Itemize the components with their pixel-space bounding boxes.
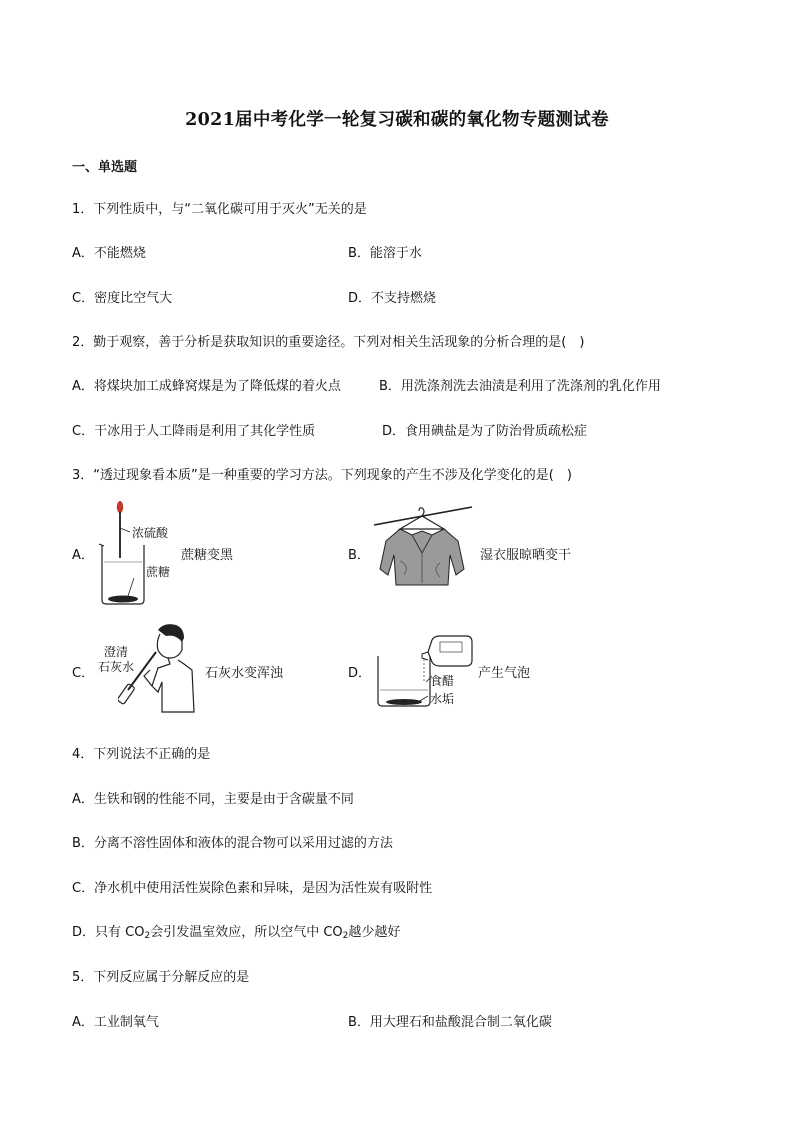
q3-option-a-caption: 蔗糖变黑 <box>181 548 234 563</box>
label-sucrose: 蔗糖 <box>146 565 171 579</box>
q5-option-b: B．用大理石和盐酸混合制二氧化碳 <box>348 1015 552 1030</box>
page-title: 2021届中考化学一轮复习碳和碳的氧化物专题测试卷 <box>185 110 609 130</box>
dropper-bulb <box>117 501 123 513</box>
label-conc-sulfuric-acid: 浓硫酸 <box>132 526 169 540</box>
basin <box>378 656 430 706</box>
body <box>152 658 194 712</box>
hair <box>158 624 184 642</box>
q2-stem: 2．勤于观察，善于分析是获取知识的重要途径。下列对相关生活现象的分析合理的是( ) <box>72 335 585 350</box>
label-clear: 澄清 <box>104 645 129 659</box>
test-tube <box>118 684 135 705</box>
section-heading: 一、单选题 <box>72 160 138 175</box>
wet-clothes-figure <box>370 503 476 591</box>
beaker-outline <box>102 545 144 604</box>
q3-stem: 3．“透过现象看本质”是一种重要的学习方法。下列现象的产生不涉及化学变化的是( ) <box>72 468 572 483</box>
label-limewater: 石灰水 <box>98 660 135 674</box>
q5-option-a: A．工业制氧气 <box>72 1015 159 1030</box>
label-scale: 水垢 <box>430 692 455 706</box>
q4-option-a: A．生铁和钢的性能不同，主要是由于含碳量不同 <box>72 792 354 807</box>
q2-option-a: A．将煤块加工成蜂窝煤是为了降低煤的着火点 <box>72 379 341 394</box>
q3-option-b-letter: B． <box>348 548 370 563</box>
beaker-dropper-figure <box>94 500 158 608</box>
q5-stem: 5．下列反应属于分解反应的是 <box>72 970 250 985</box>
q1-option-c: C．密度比空气大 <box>72 291 173 306</box>
q2-option-b: B．用洗涤剂洗去油渍是利用了洗涤剂的乳化作用 <box>379 379 661 394</box>
q2-option-c: C．干冰用于人工降雨是利用了其化学性质 <box>72 424 316 439</box>
q4-option-c: C．净水机中使用活性炭除色素和异味，是因为活性炭有吸附性 <box>72 881 433 896</box>
q3-option-d-caption: 产生气泡 <box>478 666 531 681</box>
q3-option-d-letter: D． <box>348 666 372 681</box>
q1-option-d: D．不支持燃烧 <box>348 291 437 306</box>
q3-option-a-letter: A． <box>72 548 94 563</box>
q1-stem: 1．下列性质中，与“二氧化碳可用于灭火”无关的是 <box>72 202 367 217</box>
q1-option-a: A．不能燃烧 <box>72 246 146 261</box>
vinegar-bottle <box>428 636 472 666</box>
q3-option-b-caption: 湿衣服晾晒变干 <box>480 548 572 563</box>
vinegar-scale-figure <box>374 632 474 710</box>
q3-option-c-letter: C． <box>72 666 95 681</box>
q4-option-d: D．只有 $CO_2$会引发温室效应，所以空气中 $CO_2$越少越好 <box>72 925 401 941</box>
label-vinegar: 食醋 <box>430 674 455 688</box>
black-sugar <box>108 596 138 603</box>
scale-deposit <box>386 699 422 705</box>
q3-option-c-caption: 石灰水变浑浊 <box>205 666 284 681</box>
q1-option-b: B．能溶于水 <box>348 246 422 261</box>
q4-stem: 4．下列说法不正确的是 <box>72 747 211 762</box>
hanger <box>400 516 444 529</box>
q4-option-b: B．分离不溶性固体和液体的混合物可以采用过滤的方法 <box>72 836 393 851</box>
q2-option-d: D．食用碘盐是为了防治骨质疏松症 <box>382 424 588 439</box>
